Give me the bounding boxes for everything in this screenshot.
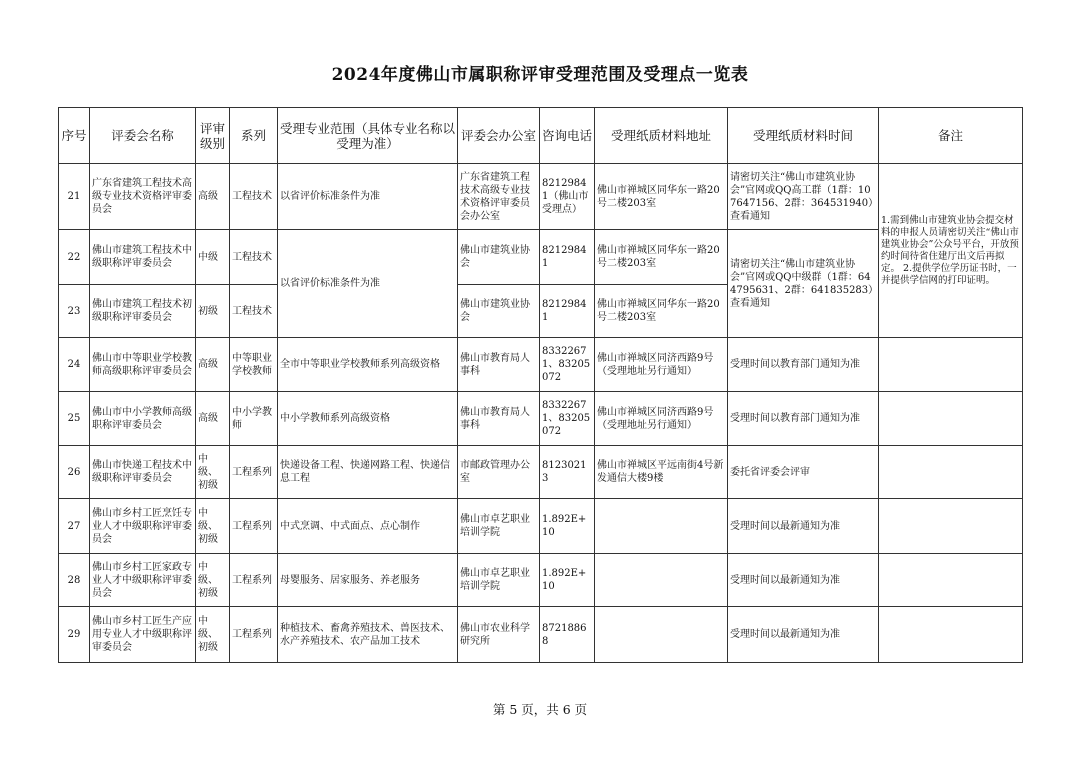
table-row — [59, 164, 1023, 230]
cell-phone: 1.892E+10 — [540, 554, 595, 607]
cell-series: 工程系列 — [230, 499, 278, 554]
cell-address — [595, 554, 728, 607]
cell-time: 受理时间以最新通知为准 — [728, 499, 879, 554]
table-row — [59, 446, 1023, 499]
cell-scope: 母婴服务、居家服务、养老服务 — [278, 554, 458, 607]
cell-time: 请密切关注“佛山市建筑业协会”官网或QQ高工群（1群：107647156、2群：364531940）查看通知 — [728, 164, 879, 230]
cell-office: 广东省建筑工程技术高级专业技术资格评审委员会办公室 — [458, 164, 540, 230]
cell-level: 中级 — [196, 230, 230, 285]
header-scope: 受理专业范围（具体专业名称以受理为准） — [278, 108, 458, 164]
cell-time: 委托省评委会评审 — [728, 446, 879, 499]
cell-address: 佛山市禅城区同济西路9号（受理地址另行通知） — [595, 338, 728, 392]
cell-series: 工程系列 — [230, 446, 278, 499]
cell-committee: 佛山市建筑工程技术中级职称评审委员会 — [90, 230, 196, 285]
cell-address: 佛山市禅城区同华东一路20号二楼203室 — [595, 164, 728, 230]
cell-level: 中级、初级 — [196, 446, 230, 499]
table-row — [59, 499, 1023, 554]
cell-series: 工程系列 — [230, 554, 278, 607]
cell-remark-empty — [879, 338, 1023, 392]
cell-time: 受理时间以教育部门通知为准 — [728, 392, 879, 446]
cell-office: 佛山市卓艺职业培训学院 — [458, 554, 540, 607]
cell-committee: 佛山市乡村工匠家政专业人才中级职称评审委员会 — [90, 554, 196, 607]
cell-office: 佛山市建筑业协会 — [458, 285, 540, 338]
table-row — [59, 554, 1023, 607]
cell-scope: 种植技术、畜禽养殖技术、兽医技术、水产养殖技术、农产品加工技术 — [278, 607, 458, 663]
cell-address: 佛山市禅城区平远南街4号新发通信大楼9楼 — [595, 446, 728, 499]
table-row — [59, 392, 1023, 446]
table-row — [59, 338, 1023, 392]
cell-office: 市邮政管理办公室 — [458, 446, 540, 499]
cell-no: 29 — [59, 607, 90, 663]
cell-office: 佛山市农业科学研究所 — [458, 607, 540, 663]
cell-scope: 以省评价标准条件为准 — [278, 164, 458, 230]
cell-scope: 快递设备工程、快递网路工程、快递信息工程 — [278, 446, 458, 499]
cell-level: 中级、初级 — [196, 499, 230, 554]
cell-no: 26 — [59, 446, 90, 499]
cell-series: 工程系列 — [230, 607, 278, 663]
cell-no: 23 — [59, 285, 90, 338]
cell-time: 请密切关注“佛山市建筑业协会”官网或QQ中级群（1群：644795631、2群：641835283）查看通知 — [728, 230, 879, 338]
cell-series: 工程技术 — [230, 230, 278, 285]
cell-office: 佛山市教育局人事科 — [458, 392, 540, 446]
cell-committee: 广东省建筑工程技术高级专业技术资格评审委员会 — [90, 164, 196, 230]
header-phone: 咨询电话 — [540, 108, 595, 164]
cell-address: 佛山市禅城区同济西路9号（受理地址另行通知） — [595, 392, 728, 446]
cell-level: 中级、初级 — [196, 554, 230, 607]
cell-remark: 1.需到佛山市建筑业协会提交材料的申报人员请密切关注“佛山市建筑业协会”公众号平台，开放预约时间待省住建厅出文后再拟定。 2.提供学位学历证书时，一并提供学信网的打印证明。 — [879, 164, 1023, 338]
cell-series: 工程技术 — [230, 285, 278, 338]
page-title: 2024年度佛山市属职称评审受理范围及受理点一览表 — [331, 65, 749, 85]
cell-phone: 1.892E+10 — [540, 499, 595, 554]
cell-remark-empty — [879, 499, 1023, 554]
cell-office: 佛山市建筑业协会 — [458, 230, 540, 285]
cell-committee: 佛山市建筑工程技术初级职称评审委员会 — [90, 285, 196, 338]
cell-scope: 中式烹调、中式面点、点心制作 — [278, 499, 458, 554]
header-time: 受理纸质材料时间 — [728, 108, 879, 164]
table-row — [59, 607, 1023, 663]
header-level: 评审级别 — [196, 108, 230, 164]
cell-remark-empty — [879, 554, 1023, 607]
cell-phone: 83322671、83205072 — [540, 338, 595, 392]
cell-committee: 佛山市乡村工匠生产应用专业人才中级职称评审委员会 — [90, 607, 196, 663]
cell-committee: 佛山市中小学教师高级职称评审委员会 — [90, 392, 196, 446]
cell-series: 中等职业学校教师 — [230, 338, 278, 392]
cell-office: 佛山市卓艺职业培训学院 — [458, 499, 540, 554]
cell-level: 高级 — [196, 392, 230, 446]
cell-no: 28 — [59, 554, 90, 607]
cell-committee: 佛山市快递工程技术中级职称评审委员会 — [90, 446, 196, 499]
header-row — [59, 108, 1023, 164]
cell-remark-empty — [879, 446, 1023, 499]
cell-scope: 全市中等职业学校教师系列高级资格 — [278, 338, 458, 392]
cell-committee: 佛山市乡村工匠烹饪专业人才中级职称评审委员会 — [90, 499, 196, 554]
cell-level: 高级 — [196, 338, 230, 392]
acceptance-table — [58, 107, 1023, 663]
cell-address: 佛山市禅城区同华东一路20号二楼203室 — [595, 285, 728, 338]
cell-series: 工程技术 — [230, 164, 278, 230]
cell-phone: 82129841（佛山市受理点） — [540, 164, 595, 230]
header-office: 评委会办公室 — [458, 108, 540, 164]
table-row — [59, 230, 1023, 285]
cell-time: 受理时间以最新通知为准 — [728, 607, 879, 663]
cell-no: 24 — [59, 338, 90, 392]
cell-phone: 81230213 — [540, 446, 595, 499]
cell-phone: 82129841 — [540, 285, 595, 338]
header-committee: 评委会名称 — [90, 108, 196, 164]
cell-office: 佛山市教育局人事科 — [458, 338, 540, 392]
cell-committee: 佛山市中等职业学校教师高级职称评审委员会 — [90, 338, 196, 392]
header-series: 系列 — [230, 108, 278, 164]
cell-phone: 82129841 — [540, 230, 595, 285]
cell-time: 受理时间以教育部门通知为准 — [728, 338, 879, 392]
cell-level: 初级 — [196, 285, 230, 338]
page-footer: 第 5 页，共 6 页 — [492, 702, 588, 717]
cell-scope: 中小学教师系列高级资格 — [278, 392, 458, 446]
cell-address: 佛山市禅城区同华东一路20号二楼203室 — [595, 230, 728, 285]
cell-no: 27 — [59, 499, 90, 554]
cell-scope: 以省评价标准条件为准 — [278, 230, 458, 338]
cell-phone: 83322671、83205072 — [540, 392, 595, 446]
header-no: 序号 — [59, 108, 90, 164]
cell-level: 中级、初级 — [196, 607, 230, 663]
cell-remark-empty — [879, 607, 1023, 663]
cell-series: 中小学教师 — [230, 392, 278, 446]
cell-address — [595, 499, 728, 554]
header-remark: 备注 — [879, 108, 1023, 164]
cell-phone: 87218868 — [540, 607, 595, 663]
cell-no: 21 — [59, 164, 90, 230]
cell-no: 25 — [59, 392, 90, 446]
cell-level: 高级 — [196, 164, 230, 230]
cell-no: 22 — [59, 230, 90, 285]
cell-address — [595, 607, 728, 663]
cell-remark-empty — [879, 392, 1023, 446]
header-address: 受理纸质材料地址 — [595, 108, 728, 164]
cell-time: 受理时间以最新通知为准 — [728, 554, 879, 607]
